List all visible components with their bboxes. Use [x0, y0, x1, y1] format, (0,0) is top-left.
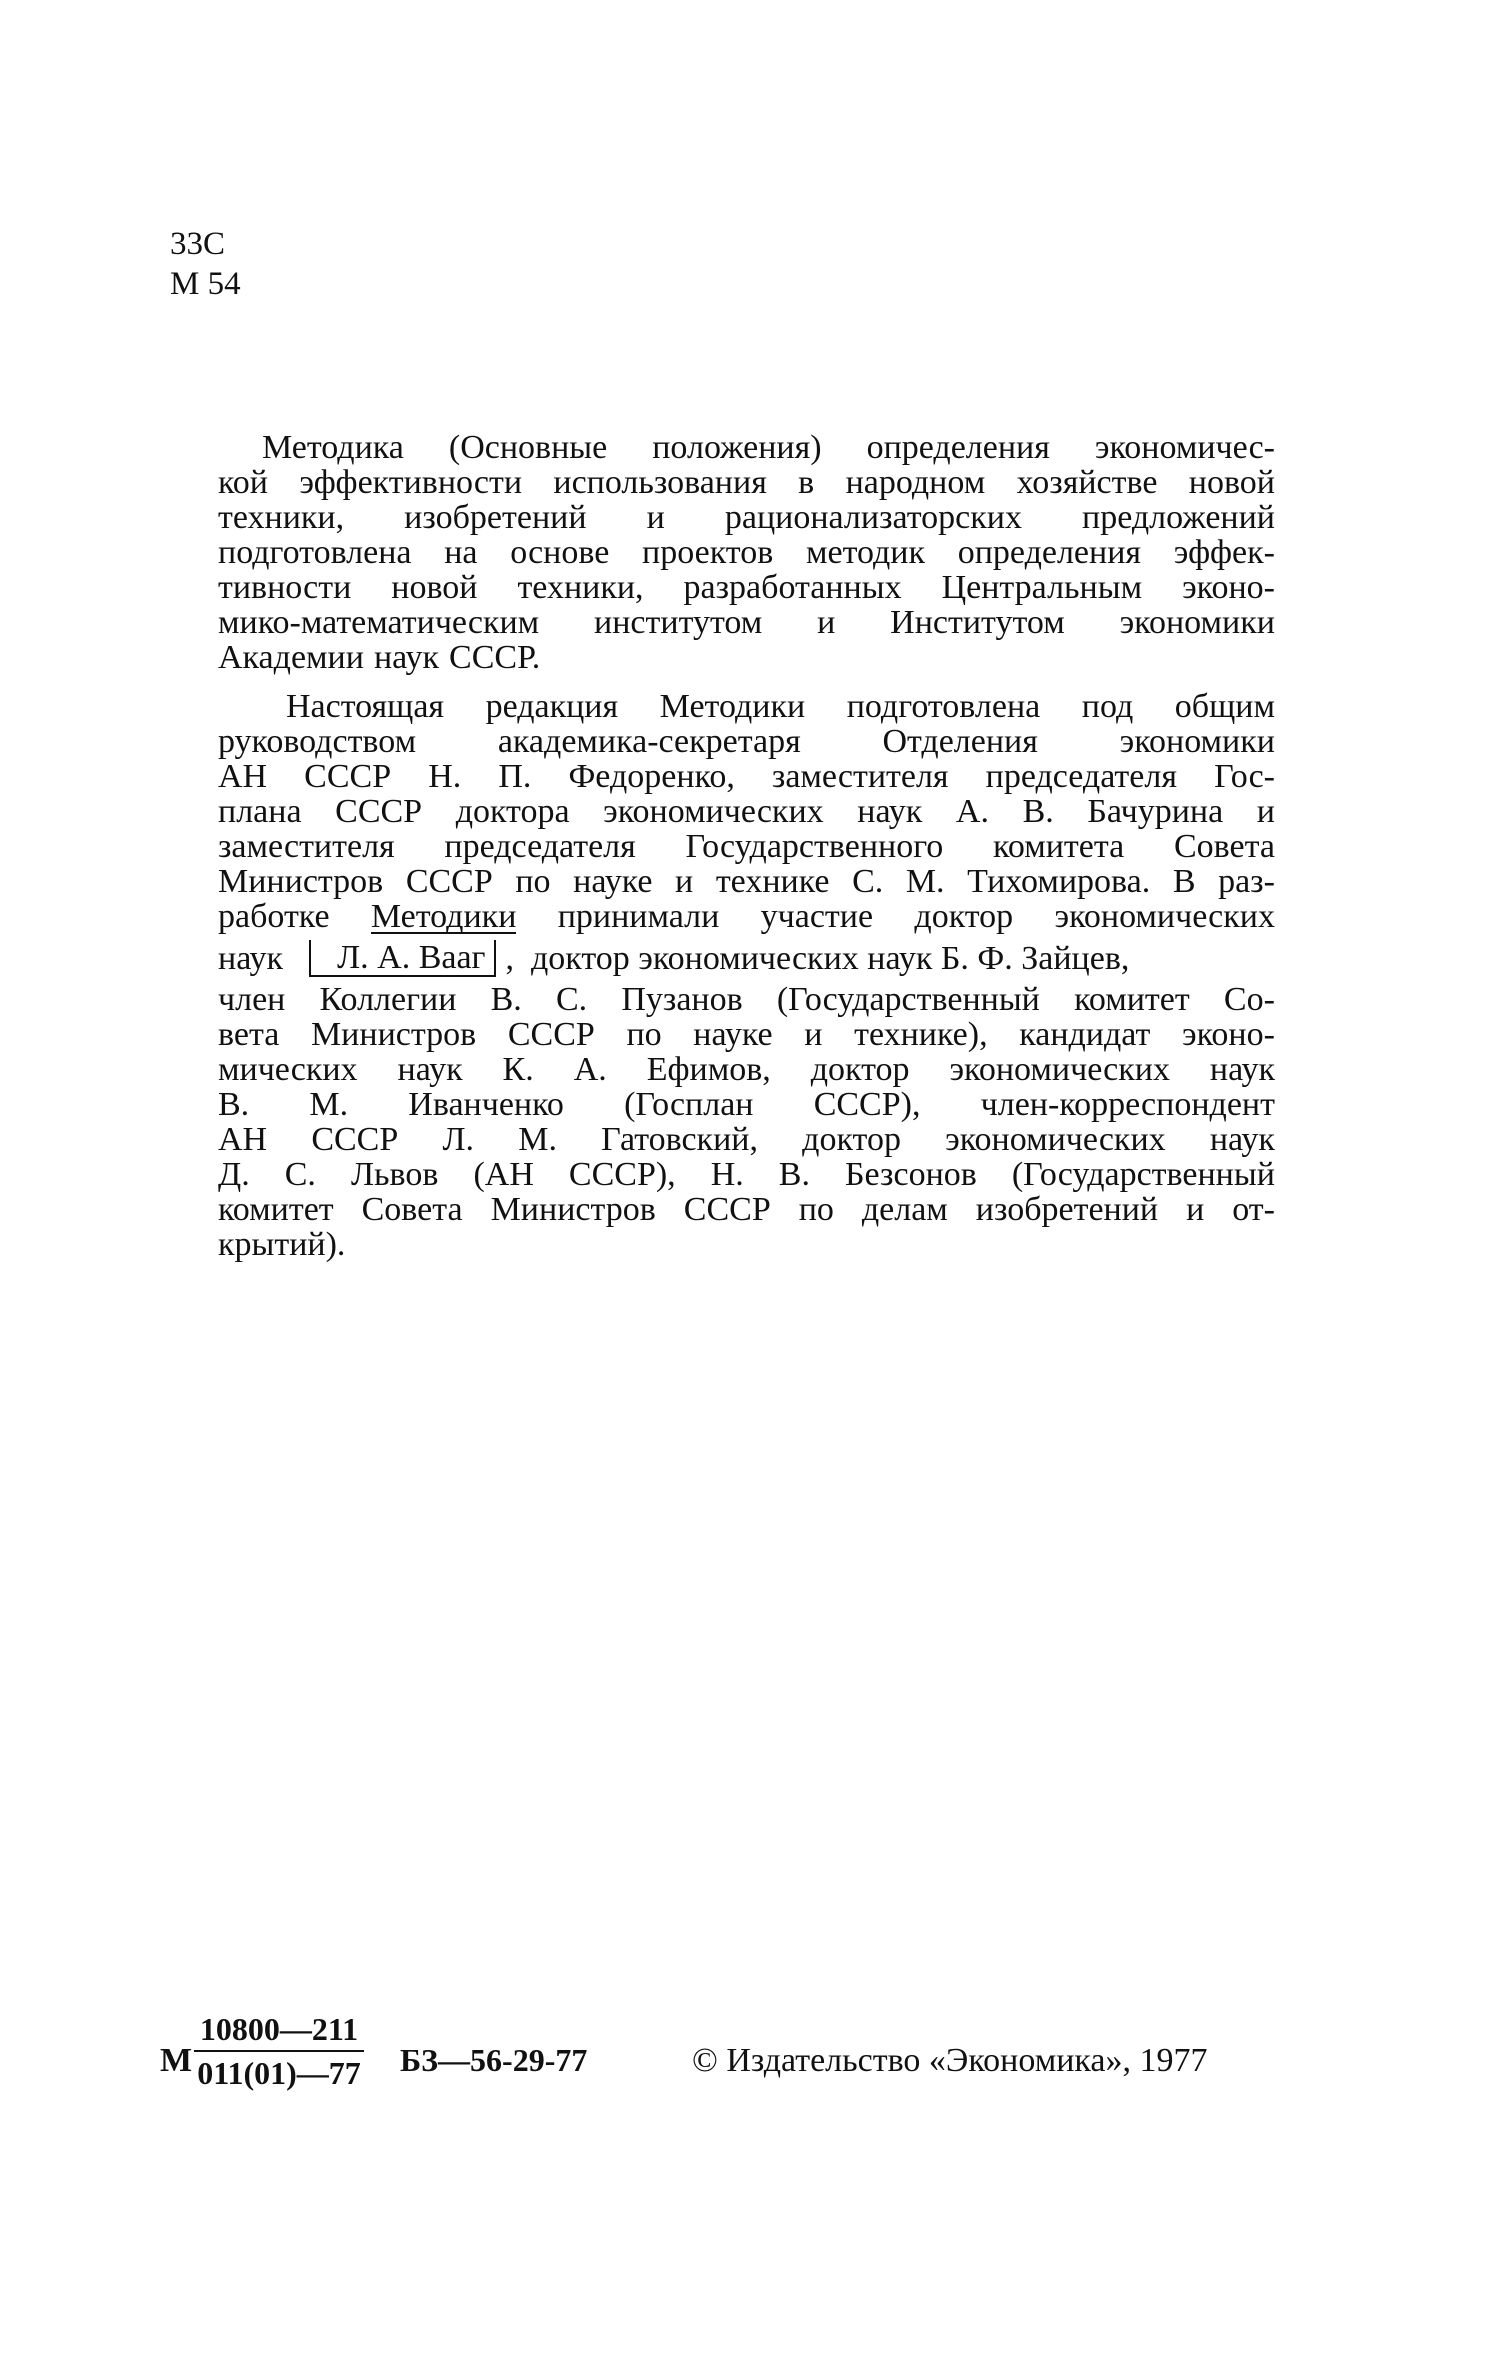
text-line: плана СССР доктора экономических наук А. В. Бачурина и — [218, 793, 1275, 830]
text-line: мико-математическим институтом и Институтом экономики — [218, 604, 1275, 641]
index-letter: М — [160, 2042, 193, 2079]
text-line: Д. С. Львов (АН СССР), Н. В. Безсонов (Государственный — [218, 1156, 1275, 1193]
main-text — [218, 430, 1275, 1262]
text-line: кой эффективности использования в народном хозяйстве новой — [218, 464, 1275, 501]
text-line: Министров СССР по науке и технике С. М. Тихомирова. В раз- — [218, 863, 1275, 900]
imprint-footer — [160, 2010, 1320, 2120]
paragraph-1 — [218, 430, 1275, 675]
text-line: заместителя председателя Государственного комитета Совета — [218, 828, 1275, 865]
text-line: Методика (Основные положения) определения экономичес- — [262, 429, 1275, 466]
text-line: В. М. Иванченко (Госплан СССР), член-корреспондент — [218, 1086, 1275, 1123]
text-line: АН СССР Н. П. Федоренко, заместителя председателя Гос- — [218, 758, 1275, 795]
text-line: подготовлена на основе проектов методик определения эффек- — [218, 534, 1275, 571]
text-line: вета Министров СССР по науке и технике), кандидат эконо- — [218, 1016, 1275, 1053]
text-line: работке Методики принимали участие доктор экономических — [218, 898, 1275, 935]
text-line: техники, изобретений и рационализаторских предложений — [218, 499, 1275, 536]
index-denominator: 011(01)—77 — [197, 2055, 361, 2091]
text-line: мических наук К. А. Ефимов, доктор экономических наук — [218, 1051, 1275, 1088]
bz-code: БЗ—56-29-77 — [400, 2042, 588, 2078]
copyright-notice: © Издательство «Экономика», 1977 — [692, 2042, 1208, 2079]
bbk-line-1: 33С — [170, 226, 226, 262]
text-line: АН СССР Л. М. Гатовский, доктор экономических наук — [218, 1121, 1275, 1158]
text-line: комитет Совета Министров СССР по делам изобретений и от- — [218, 1191, 1275, 1228]
text-line: наук Л. А. Вааг , доктор экономических наук Б. Ф. Зайцев, — [218, 938, 1130, 977]
text-line: руководством академика-секретаря Отделения экономики — [218, 723, 1275, 760]
underlined-word: Методики — [370, 898, 517, 935]
text-line: крытий). — [218, 1226, 346, 1263]
fraction-bar — [194, 2050, 364, 2052]
text-line: тивности новой техники, разработанных Центральным эконо- — [218, 569, 1275, 606]
text-line: Академии наук СССР. — [218, 639, 541, 676]
bbk-line-2: М 54 — [170, 266, 241, 302]
bbk-index — [170, 224, 241, 304]
boxed-name: Л. А. Вааг — [309, 940, 495, 977]
text-line: Настоящая редакция Методики подготовлена под общим — [286, 688, 1275, 725]
index-fraction — [194, 2010, 364, 2092]
text-line: член Коллегии В. С. Пузанов (Государственный комитет Со- — [218, 981, 1275, 1018]
paragraph-2 — [218, 689, 1275, 1262]
index-numerator: 10800—211 — [199, 2011, 359, 2047]
